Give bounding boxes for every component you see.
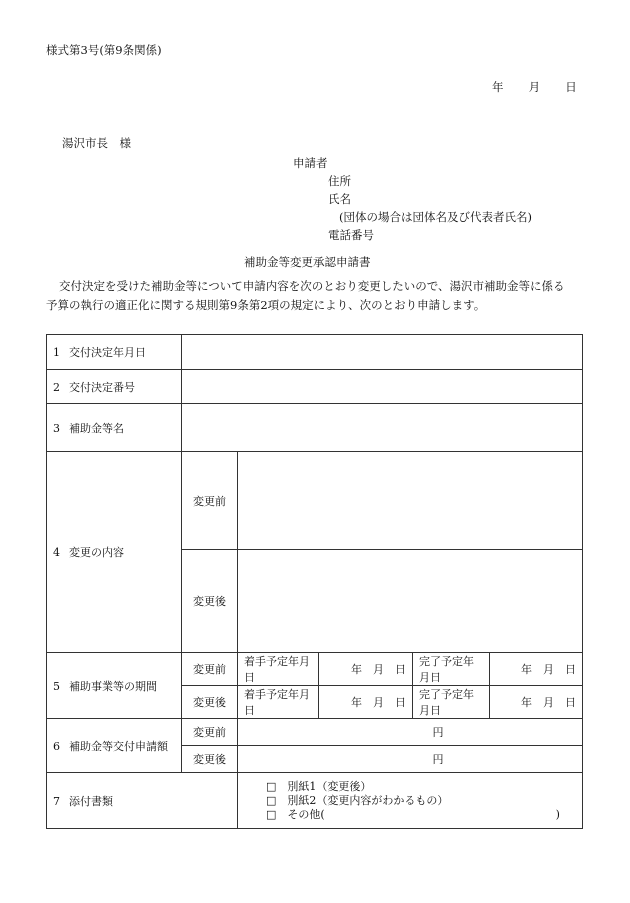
change-before-field[interactable] (238, 452, 583, 550)
amount-after-label: 変更後 (182, 746, 238, 773)
row-label-attachments: 7 添付書類 (47, 773, 238, 829)
document-title: 補助金等変更承認申請書 (244, 255, 371, 269)
start-date-label-before: 着手予定年月日 (238, 653, 319, 686)
change-before-label: 変更前 (182, 452, 238, 550)
decision-date-field[interactable] (182, 335, 583, 370)
row-period-before (47, 653, 583, 686)
amount-before-label: 変更前 (182, 719, 238, 746)
form-number: 様式第3号(第9条関係) (46, 43, 162, 57)
start-date-label-after: 着手予定年月日 (238, 686, 319, 719)
row-label-decision-date: 1 交付決定年月日 (47, 335, 182, 370)
change-after-field[interactable] (238, 550, 583, 653)
phone-label: 電話番号 (328, 228, 374, 242)
attachment-checkbox-other[interactable]: □ その他( ) (266, 807, 560, 821)
row-change-before (47, 452, 583, 550)
attachment-checkbox-1[interactable]: □ 別紙1（変更後） (266, 779, 372, 793)
row-decision-date (47, 335, 583, 370)
row-subsidy-name (47, 404, 583, 452)
start-date-field-before[interactable]: 年 月 日 (319, 653, 413, 686)
row-amount-before (47, 719, 583, 746)
body-line-1: 交付決定を受けた補助金等について申請内容を次のとおり変更したいので、湯沢市補助金等に係る (59, 279, 565, 293)
addressee: 湯沢市長 様 (62, 136, 131, 150)
group-note: (団体の場合は団体名及び代表者氏名) (339, 210, 532, 224)
change-after-label: 変更後 (182, 550, 238, 653)
start-date-field-after[interactable]: 年 月 日 (319, 686, 413, 719)
row-label-subsidy-name: 3 補助金等名 (47, 404, 182, 452)
application-table (46, 334, 583, 829)
address-label: 住所 (328, 174, 351, 188)
end-date-field-after[interactable]: 年 月 日 (490, 686, 583, 719)
decision-number-field[interactable] (182, 370, 583, 404)
attachment-checkbox-2[interactable]: □ 別紙2（変更内容がわかるもの） (266, 793, 449, 807)
row-label-project-period: 5 補助事業等の期間 (47, 653, 182, 719)
amount-before-field[interactable]: 円 (238, 719, 583, 746)
end-date-field-before[interactable]: 年 月 日 (490, 653, 583, 686)
subsidy-name-field[interactable] (182, 404, 583, 452)
name-label: 氏名 (328, 192, 351, 206)
row-attachments (47, 773, 583, 829)
row-decision-number (47, 370, 583, 404)
period-before-label: 変更前 (182, 653, 238, 686)
applicant-title: 申請者 (293, 156, 328, 170)
row-label-decision-number: 2 交付決定番号 (47, 370, 182, 404)
row-label-change-content: 4 変更の内容 (47, 452, 182, 653)
row-label-application-amount: 6 補助金等交付申請額 (47, 719, 182, 773)
body-line-2: 予算の執行の適正化に関する規則第9条第2項の規定により、次のとおり申請します。 (46, 298, 486, 312)
date-line: 年 月 日 (492, 80, 577, 94)
attachments-list (238, 773, 583, 829)
period-after-label: 変更後 (182, 686, 238, 719)
end-date-label-after: 完了予定年月日 (413, 686, 490, 719)
end-date-label-before: 完了予定年月日 (413, 653, 490, 686)
amount-after-field[interactable]: 円 (238, 746, 583, 773)
